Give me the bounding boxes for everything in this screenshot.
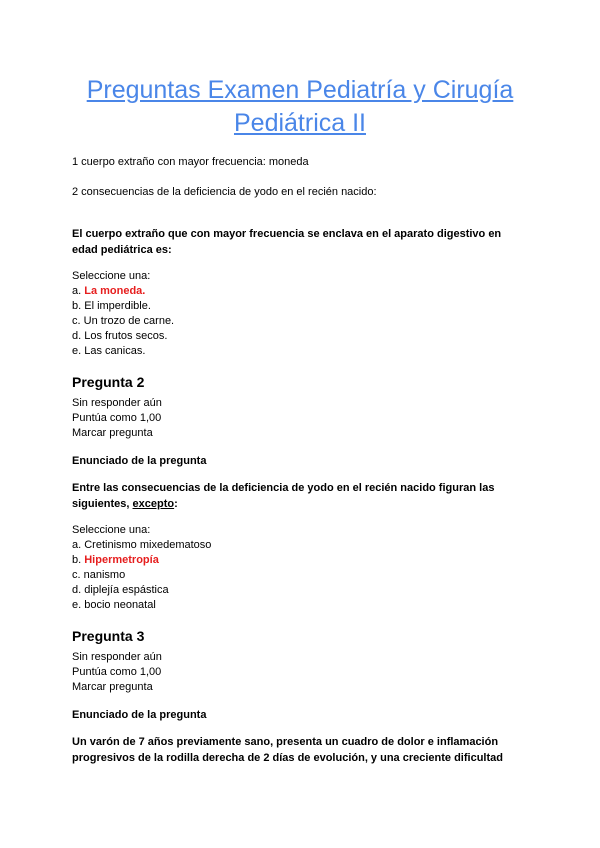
q2-option-c <box>72 568 125 583</box>
q2-option-a <box>72 538 211 553</box>
q1-option-a <box>72 284 145 299</box>
q1-statement-line-2: edad pediátrica es: <box>72 244 172 256</box>
statement-text: : <box>174 498 178 510</box>
option-letter: c. <box>72 569 84 581</box>
option-text: nanismo <box>83 569 126 581</box>
q3-statement-line-2: progresivos de la rodilla derecha de 2 días de evolución, y una creciente dificultad <box>72 752 503 764</box>
option-letter: d. <box>72 330 85 342</box>
option-text: Los frutos secos. <box>84 330 168 342</box>
q2-statement-line-1: Entre las consecuencias de la deficiencia de yodo en el recién nacido figuran las <box>72 482 495 494</box>
option-letter: b. <box>72 300 85 312</box>
option-letter: e. <box>72 345 85 357</box>
document-title <box>60 74 540 140</box>
q1-option-b <box>72 299 151 314</box>
option-letter: d. <box>72 584 85 596</box>
q1-option-e <box>72 344 145 359</box>
q2-option-b <box>72 553 159 568</box>
q2-option-e <box>72 598 156 613</box>
q1-option-d <box>72 329 167 344</box>
option-letter: e. <box>72 599 85 611</box>
q3-enunciado-label: Enunciado de la pregunta <box>72 709 207 721</box>
q3-flag-link[interactable]: Marcar pregunta <box>72 681 153 693</box>
option-letter: c. <box>72 315 84 327</box>
q3-statement-line-1: Un varón de 7 años previamente sano, presenta un cuadro de dolor e inflamación <box>72 736 499 748</box>
option-text-highlighted: La moneda. <box>84 285 146 297</box>
option-letter: a. <box>72 285 85 297</box>
title-line-2: Pediátrica II <box>233 109 366 137</box>
q1-statement-line-1: El cuerpo extraño que con mayor frecuencia se enclava en el aparato digestivo en <box>72 228 502 240</box>
q3-status: Sin responder aún <box>72 651 162 663</box>
q2-select-label: Seleccione una: <box>72 524 151 536</box>
q2-option-d <box>72 583 169 598</box>
statement-text: siguientes, <box>72 498 133 510</box>
option-text: El imperdible. <box>84 300 151 312</box>
q3-score: Puntúa como 1,00 <box>72 666 162 678</box>
q2-heading: Pregunta 2 <box>72 374 145 390</box>
q1-select-label: Seleccione una: <box>72 270 151 282</box>
option-letter: a. <box>72 539 85 551</box>
option-text: diplejía espástica <box>84 584 169 596</box>
q2-statement-line-2 <box>72 497 178 512</box>
option-text-highlighted: Hipermetropía <box>84 554 159 566</box>
option-letter: b. <box>72 554 85 566</box>
option-text: Cretinismo mixedematoso <box>84 539 212 551</box>
option-text: Las canicas. <box>84 345 146 357</box>
q2-enunciado-label: Enunciado de la pregunta <box>72 455 207 467</box>
q2-flag-link[interactable]: Marcar pregunta <box>72 427 153 439</box>
q2-score: Puntúa como 1,00 <box>72 412 162 424</box>
intro-line-1: 1 cuerpo extraño con mayor frecuencia: moneda <box>72 156 309 168</box>
q1-option-c <box>72 314 174 329</box>
intro-line-2: 2 consecuencias de la deficiencia de yodo en el recién nacido: <box>72 186 377 198</box>
statement-emphasis: excepto <box>132 498 175 510</box>
title-line-1: Preguntas Examen Pediatría y Cirugía <box>86 76 514 104</box>
q3-heading: Pregunta 3 <box>72 628 145 644</box>
option-text: bocio neonatal <box>84 599 156 611</box>
option-text: Un trozo de carne. <box>83 315 175 327</box>
q2-status: Sin responder aún <box>72 397 162 409</box>
